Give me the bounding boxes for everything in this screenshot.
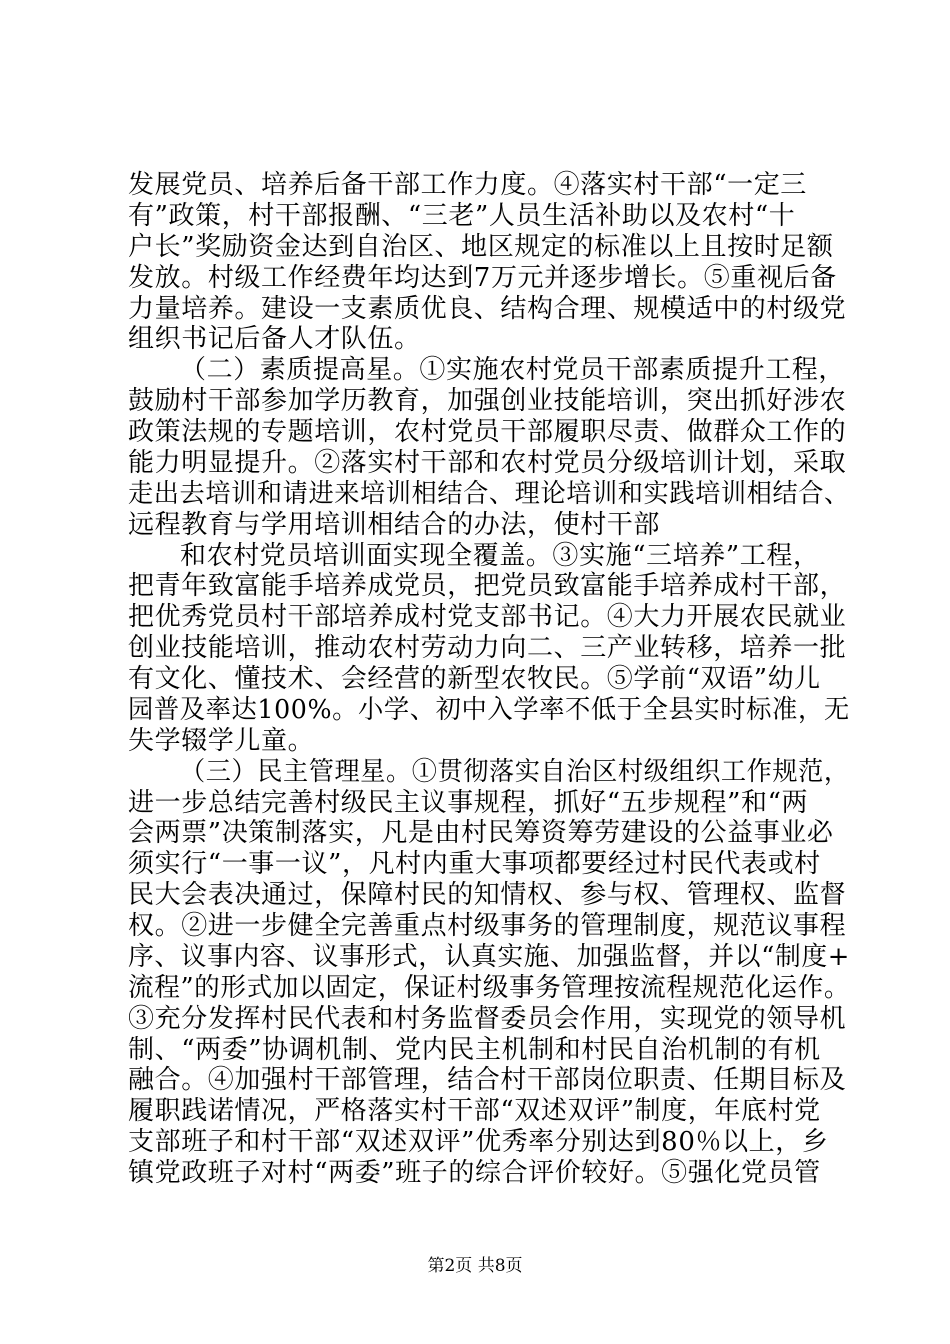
text-line: 鼓励村干部参加学历教育，加强创业技能培训，突出抓好涉农	[128, 386, 847, 416]
text-line: 把优秀党员村干部培养成村党支部书记。④大力开展农民就业	[128, 602, 847, 632]
text-line: 序、议事内容、议事形式，认真实施、加强监督，并以“制度+	[128, 942, 850, 972]
text-line: 须实行“一事一议”，凡村内重大事项都要经过村民代表或村	[128, 849, 821, 879]
text-line: 创业技能培训，推动农村劳动力向二、三产业转移，培养一批	[128, 633, 847, 663]
text-line: （二）素质提高星。①实施农村党员干部素质提升工程，	[180, 355, 846, 385]
text-line: 有”政策，村干部报酬、“三老”人员生活补助以及农村“十	[128, 201, 796, 231]
text-line: 力量培养。建设一支素质优良、结构合理、规模适中的村级党	[128, 294, 847, 324]
text-line: ③充分发挥村民代表和村务监督委员会作用，实现党的领导机	[128, 1004, 847, 1034]
text-line: 会两票”决策制落实，凡是由村民筹资筹劳建设的公益事业必	[128, 818, 834, 848]
page-number-footer: 第2页 共8页	[427, 1256, 523, 1276]
text-line: 走出去培训和请进来培训相结合、理论培训和实践培训相结合、	[128, 479, 850, 509]
text-line: 园普及率达100%。小学、初中入学率不低于全县实时标准，无	[128, 695, 850, 725]
text-line: 履职践诺情况，严格落实村干部“双述双评”制度，年底村党	[128, 1096, 821, 1126]
text-line: 权。②进一步健全完善重点村级事务的管理制度，规范议事程	[128, 911, 847, 941]
text-line: 远程教育与学用培训相结合的办法，使村干部	[128, 510, 661, 540]
text-line: 政策法规的专题培训，农村党员干部履职尽责、做群众工作的	[128, 417, 847, 447]
text-line: 民大会表决通过，保障村民的知情权、参与权、管理权、监督	[128, 880, 847, 910]
text-line: 能力明显提升。②落实村干部和农村党员分级培训计划，采取	[128, 448, 847, 478]
text-line: 发放。村级工作经费年均达到7万元并逐步增长。⑤重视后备	[128, 263, 837, 293]
text-line: 流程”的形式加以固定，保证村级事务管理按流程规范化运作。	[128, 973, 851, 1003]
text-line: 组织书记后备人才队伍。	[128, 324, 421, 354]
text-line: 有文化、懂技术、会经营的新型农牧民。⑤学前“双语”幼儿	[128, 664, 821, 694]
text-line: 支部班子和村干部“双述双评”优秀率分别达到80％以上，乡	[128, 1127, 829, 1157]
text-line: 制、“两委”协调机制、党内民主机制和村民自治机制的有机	[128, 1035, 821, 1065]
text-line: （三）民主管理星。①贯彻落实自治区村级组织工作规范，	[180, 757, 850, 787]
text-line: 镇党政班子对村“两委”班子的综合评价较好。⑤强化党员管	[128, 1158, 821, 1188]
text-line: 失学辍学儿童。	[128, 726, 315, 756]
text-line: 融合。④加强村干部管理，结合村干部岗位职责、任期目标及	[128, 1065, 847, 1095]
text-line: 把青年致富能手培养成党员，把党员致富能手培养成村干部，	[128, 571, 847, 601]
text-line: 和农村党员培训面实现全覆盖。③实施“三培养”工程，	[180, 541, 820, 571]
text-line: 进一步总结完善村级民主议事规程，抓好“五步规程”和“两	[128, 788, 809, 818]
text-line: 发展党员、培养后备干部工作力度。④落实村干部“一定三	[128, 170, 807, 200]
text-line: 户长”奖励资金达到自治区、地区规定的标准以上且按时足额	[128, 232, 834, 262]
